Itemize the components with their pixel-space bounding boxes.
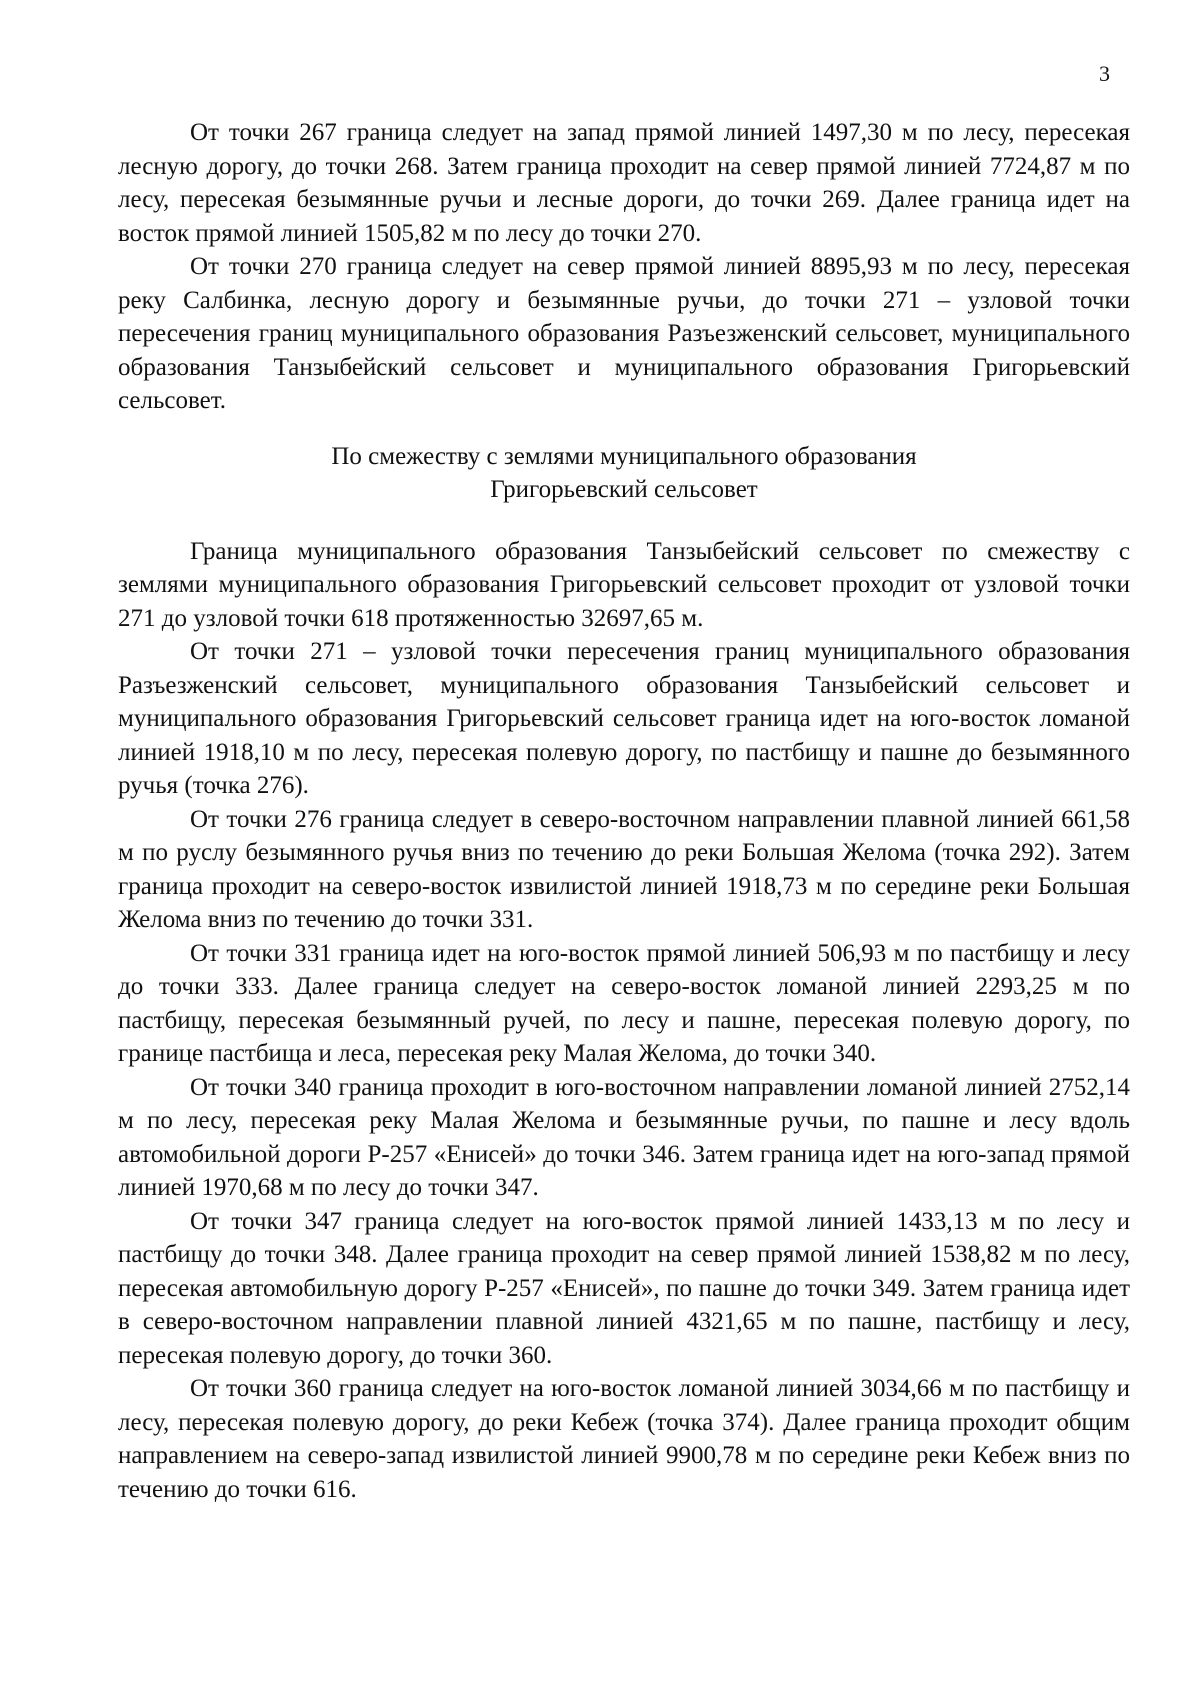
section-heading-line: Григорьевский сельсовет <box>490 476 758 503</box>
paragraph: От точки 267 граница следует на запад прямой линией 1497,30 м по лесу, пересекая лесную дорогу, до точки 268. Затем граница проходит на север прямой линией 7724,87 м по лесу, пересекая безымянные ручьи и лесные дороги, до точки 269. Далее граница идет на восток прямой линией 1505,82 м по лесу до точки 270. <box>118 119 1130 247</box>
paragraph: Граница муниципального образования Танзыбейский сельсовет по смежеству с землями муниципального образования Григорьевский сельсовет проходит от узловой точки 271 до узловой точки 618 протяженностью 32697,65 м. <box>118 537 1130 632</box>
section-heading-line: По смежеству с землями муниципального образования <box>331 442 917 470</box>
document-body <box>118 116 1130 1506</box>
paragraph: От точки 347 граница следует на юго-восток прямой линией 1433,13 м по лесу и пастбищу до точки 348. Далее граница проходит на север прямой линией 1538,82 м по лесу, пересекая автомобильную дорогу Р-257 «Енисей», по пашне до точки 349. Затем граница идет в северо-восточном направлении плавной линией 4321,65 м по пашне, пастбищу и лесу, пересекая полевую дорогу, до точки 360. <box>118 1207 1130 1369</box>
paragraph: От точки 276 граница следует в северо-восточном направлении плавной линией 661,58 м по руслу безымянного ручья вниз по течению до реки Большая Желома (точка 292). Затем граница проходит на северо-восток извилистой линией 1918,73 м по середине реки Большая Желома вниз по течению до точки 331. <box>118 805 1130 933</box>
paragraph: От точки 360 граница следует на юго-восток ломаной линией 3034,66 м по пастбищу и лесу, пересекая полевую дорогу, до реки Кебеж (точка 374). Далее граница проходит общим направлением на северо-запад извилистой линией 9900,78 м по середине реки Кебеж вниз по течению до точки 616. <box>118 1375 1130 1503</box>
page-number: 3 <box>1099 61 1110 86</box>
paragraph: От точки 270 граница следует на север прямой линией 8895,93 м по лесу, пересекая реку Салбинка, лесную дорогу и безымянные ручьи, до точки 271 – узловой точки пересечения границ муниципального образования Разъезженский сельсовет, муниципального образования Танзыбейский сельсовет и муниципального образования Григорьевский сельсовет. <box>118 253 1130 414</box>
paragraph: От точки 331 граница идет на юго-восток прямой линией 506,93 м по пастбищу и лесу до точки 333. Далее граница следует на северо-восток ломаной линией 2293,25 м по пастбищу, пересекая безымянный ручей, по лесу и пашне, пересекая полевую дорогу, по границе пастбища и леса, пересекая реку Малая Желома, до точки 340. <box>118 939 1130 1067</box>
paragraph: От точки 340 граница проходит в юго-восточном направлении ломаной линией 2752,14 м по лесу, пересекая реку Малая Желома и безымянные ручьи, по пашне и лесу вдоль автомобильной дороги Р-257 «Енисей» до точки 346. Затем граница идет на юго-запад прямой линией 1970,68 м по лесу до точки 347. <box>118 1073 1130 1201</box>
section-heading <box>118 440 1130 507</box>
paragraph: От точки 271 – узловой точки пересечения границ муниципального образования Разъезженский сельсовет, муниципального образования Танзыбейский сельсовет и муниципального образования Григорьевский сельсовет граница идет на юго-восток ломаной линией 1918,10 м по лесу, пересекая полевую дорогу, по пастбищу и пашне до безымянного ручья (точка 276). <box>118 638 1130 799</box>
